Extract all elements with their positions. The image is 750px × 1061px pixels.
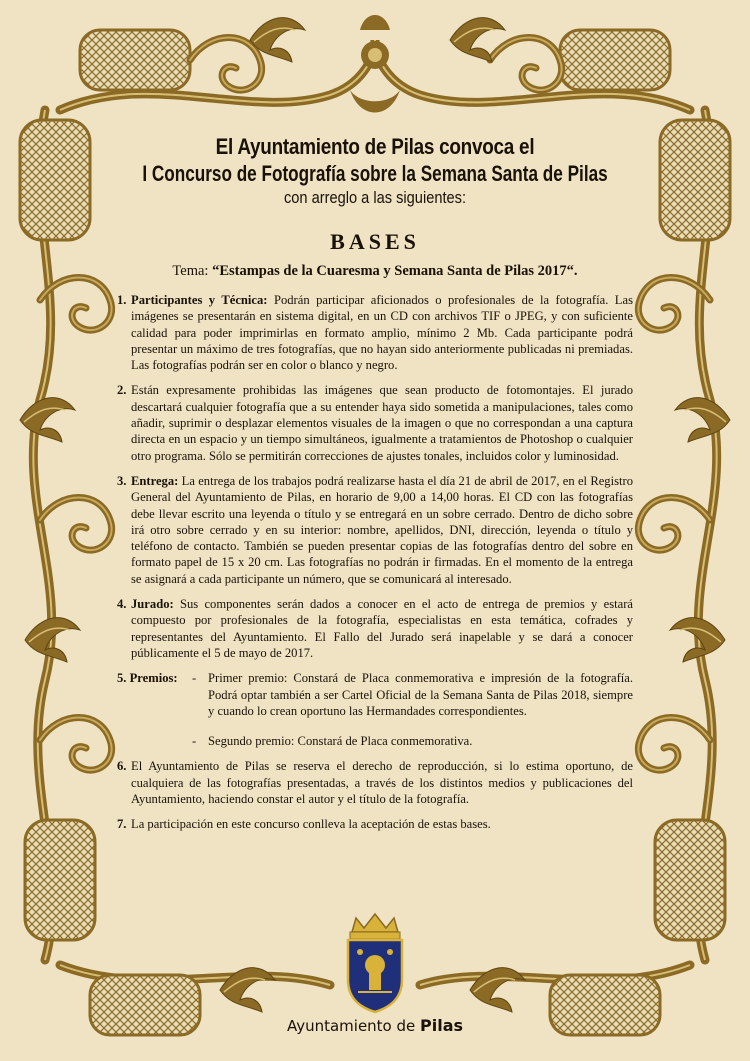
list-dash: -	[192, 671, 197, 686]
rule-item	[117, 382, 633, 463]
bases-title: BASES	[330, 229, 420, 254]
rule-text: La participación en este concurso conlleva la aceptación de estas bases.	[131, 817, 491, 832]
footer-prefix: Ayuntamiento de	[286, 1017, 421, 1035]
rule-number: 6.	[117, 759, 127, 774]
rule-item	[117, 292, 633, 373]
premios-section	[117, 670, 633, 749]
premios-label: 5. Premios:	[117, 671, 178, 686]
rule-item	[117, 473, 633, 587]
rule-lead: Jurado:	[131, 597, 174, 612]
rule-text: Podrán participar aficionados o profesionales de la fotografía. Las imágenes se presentarán en sistema digital, en un CD con archivos TIF o JPEG, y con suficiente calidad para poder imprimirlas en formato amplio, mínimo 2 Mb. Cada participante podrá presentar un máximo de tres fotografías, que no hayan sido anteriormente publicadas ni premiadas. Las fotografías podrán ser en color o blanco y negro.	[131, 293, 633, 373]
rule-lead: Entrega:	[131, 473, 179, 488]
header-line-1: El Ayuntamiento de Pilas convoca el	[215, 134, 535, 159]
rule-number: 4.	[117, 597, 127, 612]
bases-document	[117, 133, 633, 842]
rule-item	[117, 596, 633, 661]
rule-item	[117, 758, 633, 807]
municipal-coat-of-arms-icon	[348, 914, 402, 1012]
first-prize: Primer premio: Constará de Placa conmemorativa e impresión de la fotografía. Podrá optar también a ser Cartel Oficial de la Semana Santa de Pilas 2018, siempre y cuando lo crean oportuno las Hermandades correspondientes.	[208, 671, 633, 718]
rule-text: El Ayuntamiento de Pilas se reserva el derecho de reproducción, si lo estima oportuno, de cualquiera de las fotografías presentadas, a través de los distintos medios y publicaciones del Ayuntamiento, haciendo constar el autor y el título de la fotografía.	[131, 759, 633, 807]
tema-value: “Estampas de la Cuaresma y Semana Santa de Pilas 2017“.	[212, 263, 578, 279]
tema-line	[117, 263, 633, 280]
tema-label: Tema:	[172, 263, 209, 279]
list-dash: -	[192, 734, 197, 749]
rule-text: Sus componentes serán dados a conocer en el acto de entrega de premios y estará compuesto por profesionales de la fotografía, especialistas en esta temática, cofrades y representantes del Ayuntamiento. El Fallo del Jurado será inapelable y se dará a conocer públicamente el 5 de mayo de 2017.	[131, 597, 633, 660]
rule-item	[117, 816, 633, 832]
rule-lead: Participantes y Técnica:	[131, 293, 268, 307]
header-line-3: con arreglo a las siguientes:	[283, 188, 467, 207]
rule-number: 3.	[117, 473, 127, 488]
header-line-2: I Concurso de Fotografía sobre la Semana Santa de Pilas	[142, 161, 608, 186]
footer-signature	[0, 1016, 750, 1035]
rule-number: 7.	[117, 817, 127, 832]
footer-town-name: Pilas	[420, 1016, 464, 1035]
second-prize: Segundo premio: Constará de Placa conmemorativa.	[208, 734, 473, 749]
rule-text: Están expresamente prohibidas las imágenes que sean producto de fotomontajes. El jurado descartará cualquier fotografía que a su entender haya sido sometida a manipulaciones, tales como añadir, suprimir o desplazar elementos visuales de la imagen o que no correspondan a una captura directa en un espacio y un tiempo simultáneos, igualmente a tratamientos de Photoshop o cualquier otro programa. Sólo se permitirán correcciones de ajustes tonales, incluidos color y luminosidad.	[131, 383, 633, 463]
rule-number: 1.	[117, 293, 127, 307]
rule-number: 2.	[117, 383, 127, 398]
rule-text: La entrega de los trabajos podrá realizarse hasta el día 21 de abril de 2017, en el Registro General del Ayuntamiento de Pilas, en horario de 9,00 a 14,00 horas. El CD con las fotografías debe llevar escrito una leyenda o título y se entregará en un sobre cerrado. Dentro de dicho sobre irá otro sobre cerrado y en su interior: nombre, apellidos, DNI, dirección, leyenda o título y teléfono de contacto. También se pueden presentar copias de las fotografías dentro del sobre en formato papel de 15 x 20 cm. Las fotografías no podrán ir firmadas. En el momento de la entrega se asignará a cada participante un número, que se comunicará al interesado.	[131, 473, 633, 586]
